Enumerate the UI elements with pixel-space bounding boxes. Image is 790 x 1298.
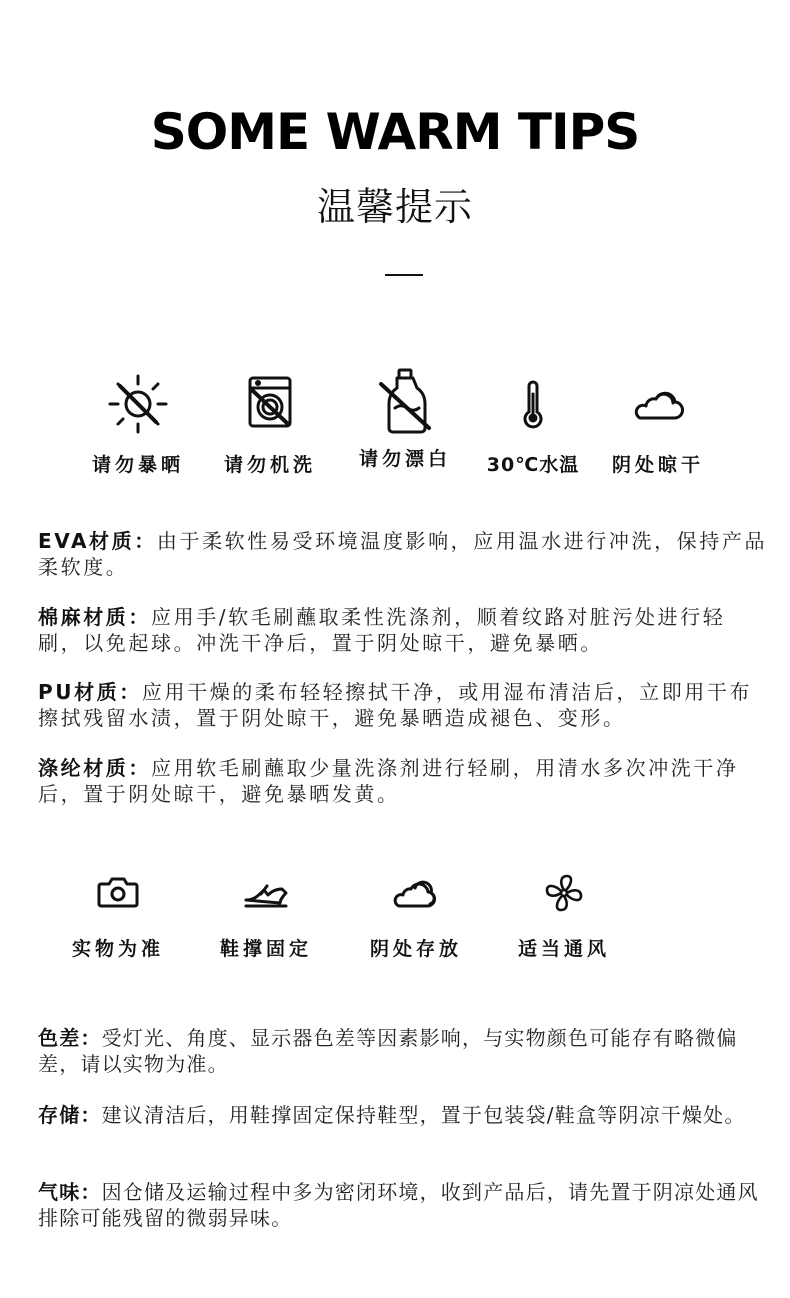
- notice-item-ventilate: [508, 868, 620, 962]
- notice-item-shoe-tree: [210, 868, 322, 962]
- no-sun-icon: [106, 372, 170, 436]
- care-label: 请勿暴晒: [91, 454, 184, 476]
- shade-dry-cloud-icon: [626, 372, 690, 436]
- note-color-difference: [38, 1025, 768, 1077]
- care-item-shade-dry: [606, 372, 710, 478]
- camera-icon: [93, 868, 143, 918]
- page-title-cn: 温馨提示: [316, 185, 473, 229]
- cloud-icon: [391, 868, 441, 918]
- notice-label: 实物为准: [71, 938, 164, 960]
- care-item-no-machine-wash: [218, 372, 322, 478]
- notice-label: 适当通风: [517, 938, 610, 960]
- material-text: 应用手/软毛刷蘸取柔性洗涤剂，顺着纹路对脏污处进行轻刷，以免起球。冲洗干净后，置于阴处晾干，避免暴晒。: [38, 605, 726, 655]
- note-text: 受灯光、角度、显示器色差等因素影响，与实物颜色可能存有略微偏差，请以实物为准。: [38, 1026, 738, 1076]
- material-eva: [38, 528, 768, 580]
- care-item-no-sun: [86, 372, 190, 478]
- care-label: 30℃水温: [486, 454, 580, 476]
- shoe-tree-icon: [241, 868, 291, 918]
- material-pu: [38, 679, 768, 731]
- note-text: 建议清洁后，用鞋撑固定保持鞋型，置于包装袋/鞋盒等阴凉干燥处。: [101, 1103, 746, 1127]
- note-lead: 存储：: [38, 1103, 102, 1127]
- no-machine-wash-icon: [238, 372, 302, 436]
- notice-item-actual: [62, 868, 174, 962]
- material-text: 应用软毛刷蘸取少量洗涤剂进行轻刷，用清水多次冲洗干净后，置于阴处晾干，避免暴晒发黄。: [38, 756, 739, 806]
- notice-label: 鞋撑固定: [219, 938, 312, 960]
- care-label: 阴处晾干: [611, 454, 704, 476]
- notice-label: 阴处存放: [369, 938, 462, 960]
- material-lead: 棉麻材质：: [38, 605, 151, 629]
- material-lead: PU材质：: [38, 680, 142, 704]
- material-polyester: [38, 755, 768, 807]
- material-lead: EVA材质：: [38, 529, 157, 553]
- note-odor: [38, 1179, 768, 1231]
- material-cotton-linen: [38, 604, 768, 656]
- title-divider: [385, 274, 423, 276]
- material-text: 由于柔软性易受环境温度影响，应用温水进行冲洗，保持产品柔软度。: [38, 529, 768, 579]
- fan-icon: [539, 868, 589, 918]
- care-item-no-bleach: [353, 366, 457, 472]
- notice-item-shade-storage: [360, 868, 472, 962]
- care-label: 请勿漂白: [358, 448, 451, 470]
- no-bleach-icon: [373, 366, 437, 436]
- note-storage: [38, 1102, 768, 1128]
- material-lead: 涤纶材质：: [38, 756, 151, 780]
- note-lead: 气味：: [38, 1180, 102, 1204]
- thermometer-icon: [501, 372, 565, 436]
- note-lead: 色差：: [38, 1026, 102, 1050]
- note-text: 因仓储及运输过程中多为密闭环境，收到产品后，请先置于阴凉处通风排除可能残留的微弱异味。: [38, 1180, 759, 1230]
- care-label: 请勿机洗: [223, 454, 316, 476]
- care-item-water-temp: [478, 372, 588, 478]
- page-title-en: SOME WARM TIPS: [150, 103, 640, 161]
- material-text: 应用干燥的柔布轻轻擦拭干净，或用湿布清洁后，立即用干布擦拭残留水渍，置于阴处晾干，避免暴晒造成褪色、变形。: [38, 680, 753, 730]
